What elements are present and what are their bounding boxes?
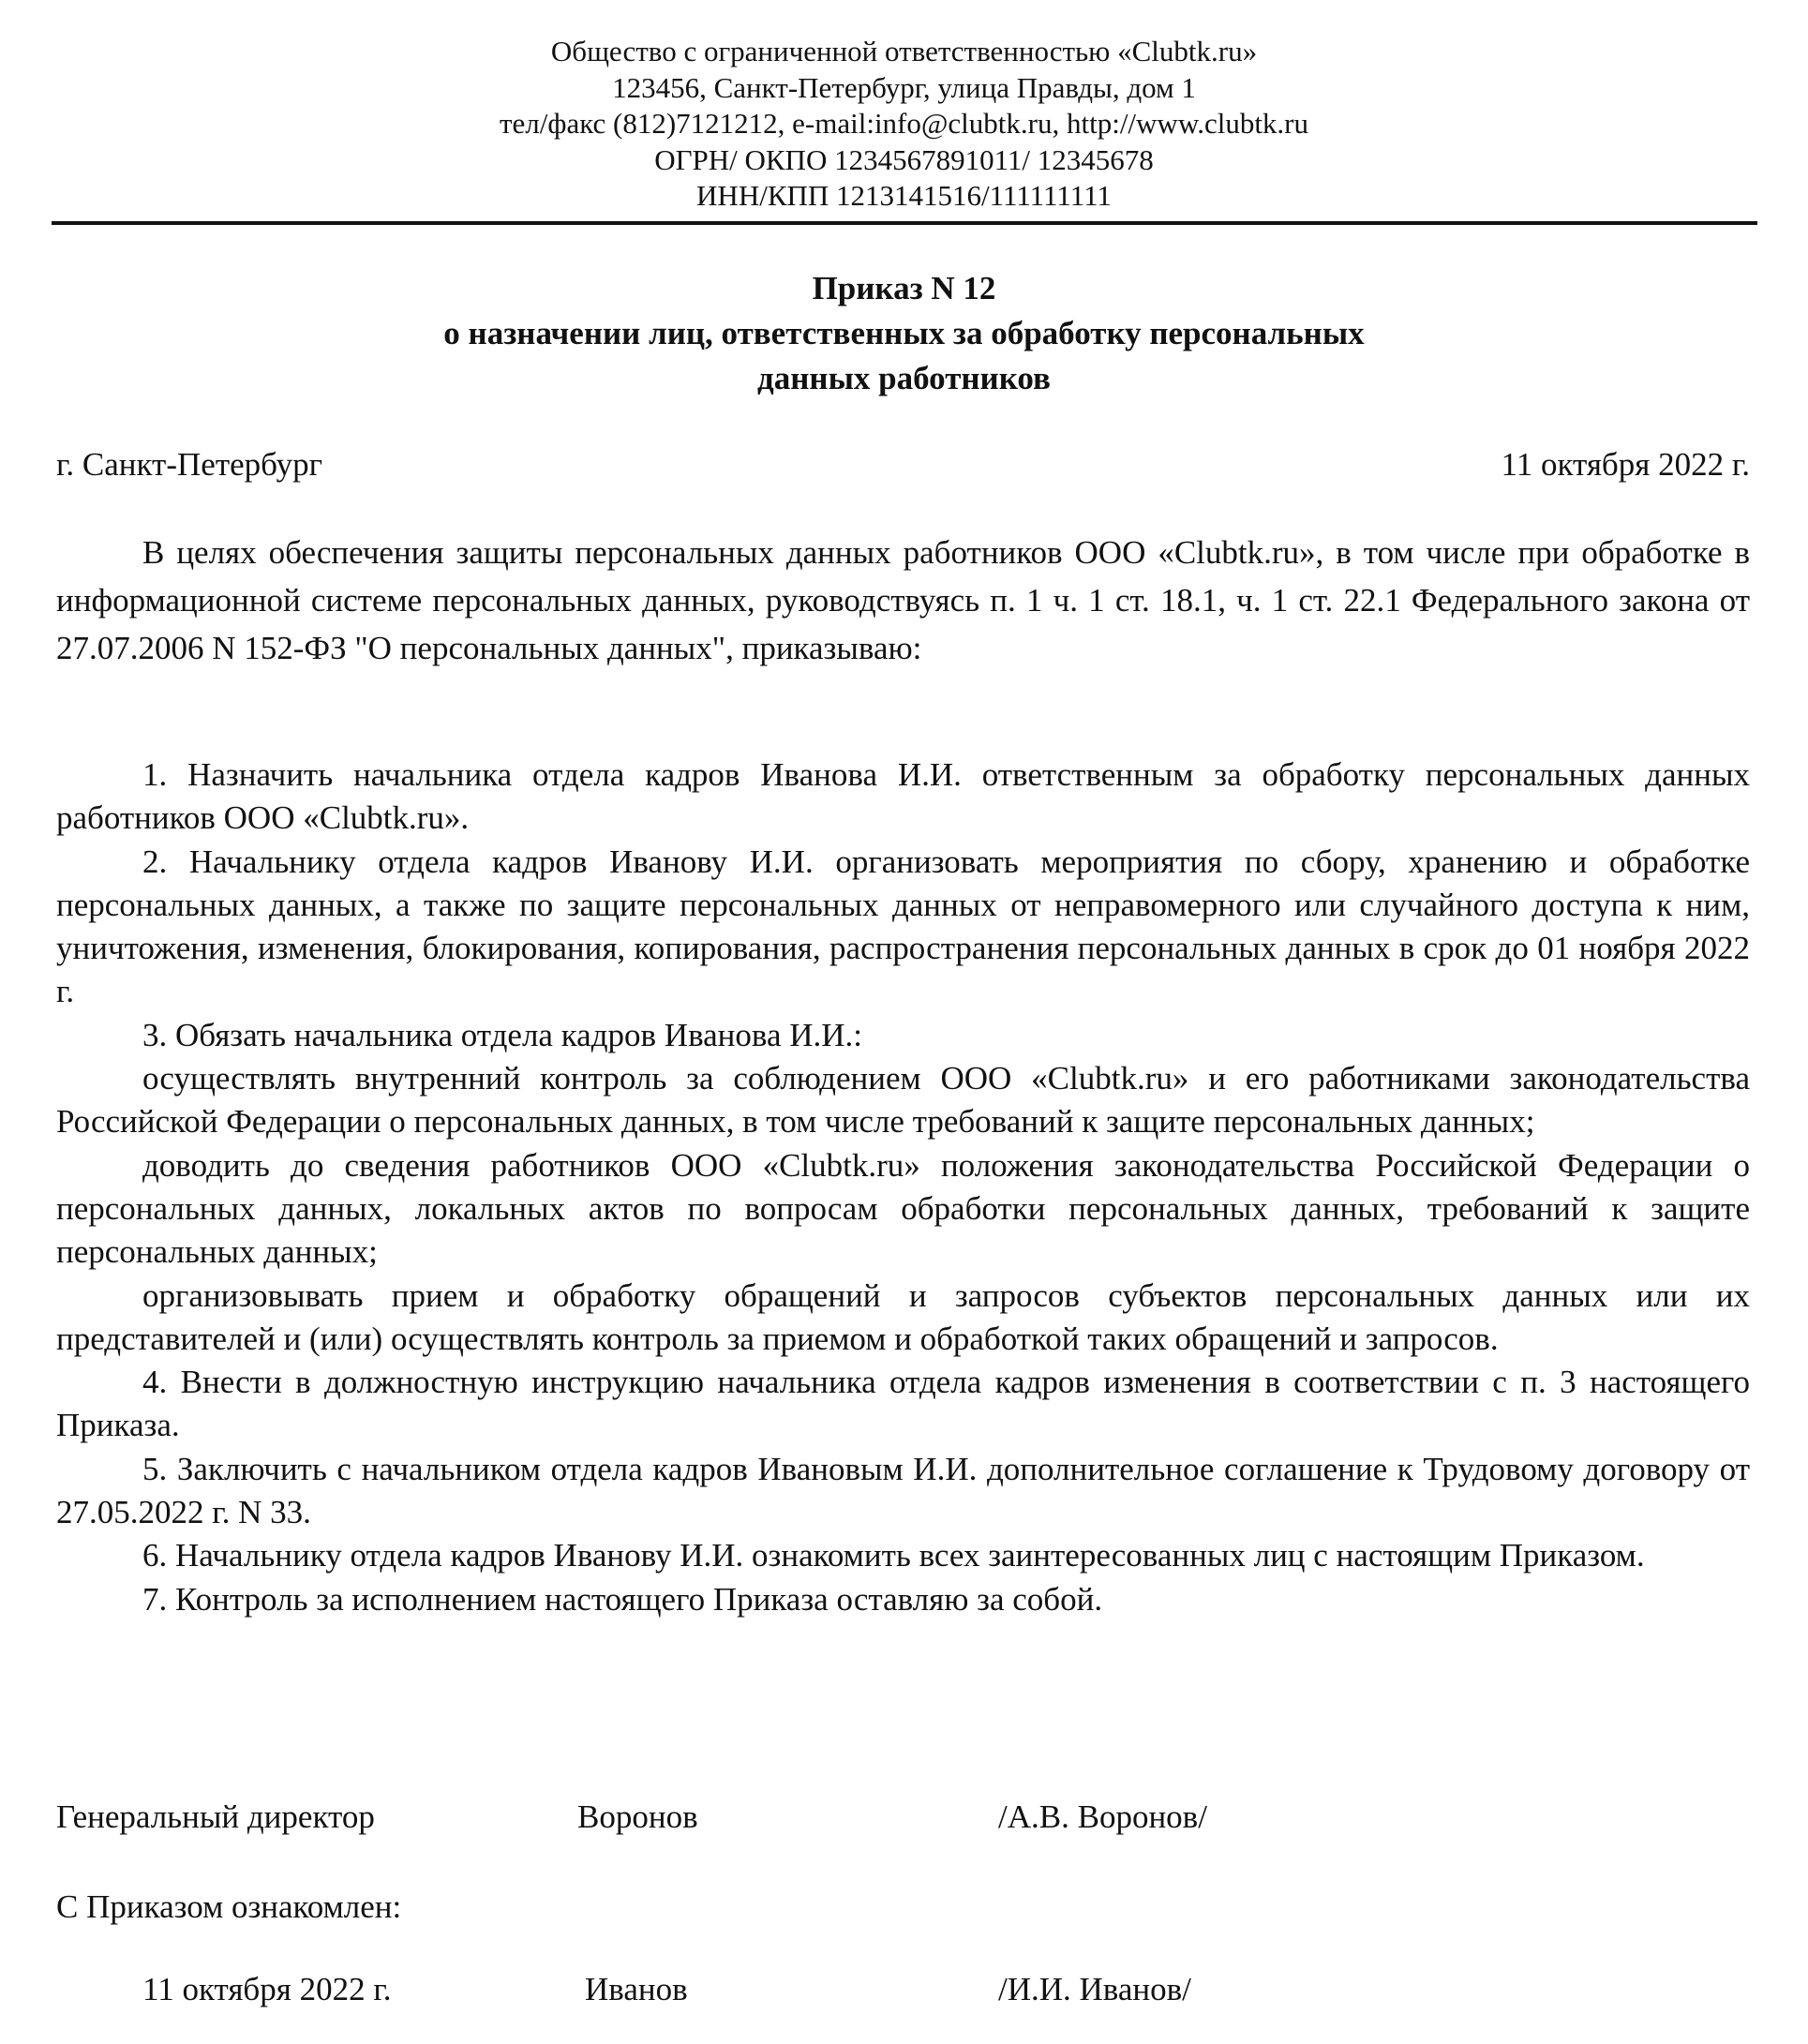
order-number: Приказ N 12 [812,270,996,306]
company-ogrn-okpo: ОГРН/ ОКПО 1234567891011/ 12345678 [654,142,1154,176]
preamble [56,529,1750,672]
acknowledgement-date: 11 октября 2022 г. [142,1971,392,2007]
document-title [0,266,1808,401]
signatory-signature: Воронов [577,1798,698,1835]
order-subject-line-2: данных работников [757,360,1051,396]
company-contacts: тел/факс (812)7121212, e-mail:info@clubtk.ru, http://www.clubtk.ru [499,107,1309,140]
acknowledgement-signature: Иванов [585,1971,688,2007]
order-item-2: 2. Начальнику отдела кадров Иванову И.И. организовать мероприятия по сбору, хранению и обработке персональных данных, а также по защите персональных данных от неправомерного или случайного доступа к ним, уничтожения, изменения, блокирования, копирования, распространения персональных данных в срок до 01 ноября 2022 г. [56,843,1750,1010]
preamble-text: В целях обеспечения защиты персональных данных работников ООО «Clubtk.ru», в том числе при обработке в информационной системе персональных данных, руководствуясь п. 1 ч. 1 ст. 18.1, ч. 1 ст. 22.1 Федерального закона от 27.07.2006 N 152-ФЗ "О персональных данных", приказываю: [56,534,1750,666]
order-item-5: 5. Заключить с начальником отдела кадров Ивановым И.И. дополнительное соглашение к Трудовому договору от 27.05.2022 г. N 33. [56,1450,1750,1531]
order-item-6: 6. Начальнику отдела кадров Иванову И.И. ознакомить всех заинтересованных лиц с настоящим Приказом. [142,1537,1645,1574]
order-item-7: 7. Контроль за исполнением настоящего Приказа оставляю за собой. [142,1580,1103,1618]
order-items [56,753,1750,1621]
acknowledgement-label: С Приказом ознакомлен: [56,1888,402,1925]
header-divider [52,221,1757,225]
company-header [0,34,1808,215]
company-address: 123456, Санкт-Петербург, улица Правды, дом 1 [612,70,1196,104]
company-name: Общество с ограниченной ответственностью «Clubtk.ru» [550,35,1258,67]
signatory-name: /А.В. Воронов/ [998,1798,1207,1835]
order-city: г. Санкт-Петербург [56,446,322,483]
order-item-3-duty-inform: доводить до сведения работников ООО «Clubtk.ru» положения законодательства Российской Федерации о персональных данных, локальных актов по вопросам обработки персональных данных, требований к защите персональных данных; [56,1146,1750,1271]
company-inn-kpp: ИНН/КПП 1213141516/111111111 [696,179,1112,212]
order-item-1: 1. Назначить начальника отдела кадров Иванова И.И. ответственным за обработку персональных данных работников ООО «Clubtk.ru». [56,756,1750,837]
order-date: 11 октября 2022 г. [1501,446,1750,483]
order-item-3-duty-requests: организовывать прием и обработку обращений и запросов субъектов персональных данных или их представителей и (или) осуществлять контроль за приемом и обработкой таких обращений и запросов. [56,1276,1750,1357]
order-subject-line-1: о назначении лиц, ответственных за обработку персональных [443,315,1365,351]
acknowledgement-name: /И.И. Иванов/ [998,1971,1191,2007]
order-item-4: 4. Внести в должностную инструкцию начальника отдела кадров изменения в соответствии с п. 3 настоящего Приказа. [56,1364,1750,1444]
signatory-position: Генеральный директор [56,1798,375,1835]
order-item-3-duty-control: осуществлять внутренний контроль за соблюдением ООО «Clubtk.ru» и его работниками законодательства Российской Федерации о персональных данных, в том числе требований к защите персональных данных; [56,1060,1750,1141]
order-item-3: 3. Обязать начальника отдела кадров Иванова И.И.: [142,1016,863,1053]
